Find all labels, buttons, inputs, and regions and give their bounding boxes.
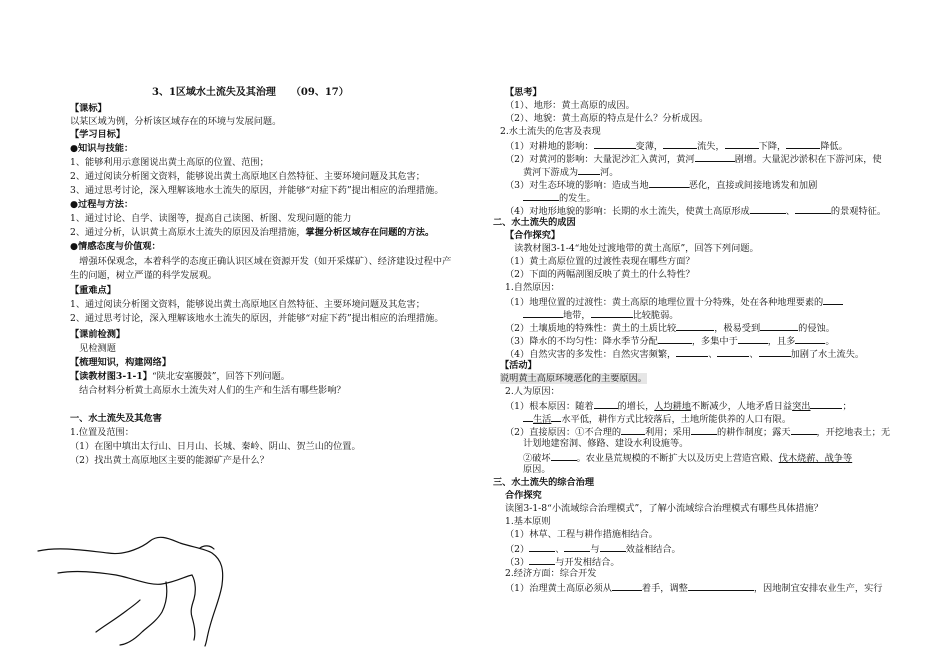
text-part: ，多集中于: [691, 336, 738, 347]
fill-line: [523, 308, 679, 321]
body-text: 见检测题: [70, 343, 116, 354]
text-part: （4）自然灾害的多发性：自然灾害频繁，: [505, 349, 677, 360]
body-text: 生的问题，树立严谨的科学发展观。: [70, 270, 217, 281]
fill-line: [505, 139, 848, 152]
fill-line: [505, 295, 843, 308]
answer-blank[interactable]: [529, 542, 555, 552]
fill-line: [505, 321, 835, 334]
answer-blank[interactable]: [594, 139, 636, 149]
underlined-answer: 生活: [533, 414, 552, 425]
subheading: 【活动】: [500, 360, 537, 371]
answer-blank[interactable]: [658, 334, 692, 344]
body-text: （1）、地形：黄土高原的成因。: [505, 100, 635, 111]
answer-blank[interactable]: [551, 412, 561, 422]
subheading: ●知识与技能：: [70, 143, 134, 154]
text-part: ，开挖地表土；无: [816, 427, 891, 438]
section-heading: 一、水土流失及其危害: [70, 413, 162, 424]
fill-line: [505, 581, 882, 594]
body-text: （2）下面的两幅剖图反映了黄土的什么特性？: [505, 269, 695, 280]
answer-blank[interactable]: [612, 581, 642, 591]
answer-blank[interactable]: [791, 425, 817, 435]
answer-blank[interactable]: [695, 152, 735, 162]
answer-blank[interactable]: [564, 542, 590, 552]
body-text: 1.基本原则: [505, 516, 551, 527]
text-part: ②破坏: [523, 453, 551, 464]
answer-blank[interactable]: [823, 295, 843, 305]
text-part: 河。: [600, 167, 619, 178]
text-part: 。农业垦荒规模的不断扩大以及历史上营造宫殿、: [576, 453, 779, 464]
fill-line: [505, 178, 817, 191]
text-part: ，因地制宜安排农业生产，实行: [753, 583, 883, 594]
answer-blank[interactable]: [750, 204, 786, 214]
text-part: 黄河下游成为: [523, 167, 579, 178]
list-item: 1、通过讨论、自学、读图等，提高自己读图、析图、发现问题的能力: [70, 213, 352, 224]
text-part: 的侵蚀。: [798, 323, 835, 334]
fill-line: [523, 412, 791, 425]
text-part: 、: [555, 544, 565, 555]
text-part: 与: [590, 544, 600, 555]
body-text: 读教材图3-1-4“地处过渡地带的黄土高原”，回答下列问题。: [505, 243, 759, 254]
fill-line: [523, 165, 619, 178]
text-part: 。: [825, 336, 835, 347]
answer-blank[interactable]: [810, 399, 842, 409]
body-text: 2.经济方面：综合开发: [505, 568, 597, 579]
text-bold: 掌握分析区域存在问题的方法。: [305, 227, 435, 238]
underlined-answer: 突出: [792, 401, 811, 412]
text-part: ；: [842, 401, 852, 412]
answer-blank[interactable]: [523, 412, 533, 422]
text-part: 降低。: [820, 141, 848, 152]
text-part: 、: [708, 349, 718, 360]
answer-blank[interactable]: [738, 334, 768, 344]
answer-blank[interactable]: [795, 204, 831, 214]
answer-blank[interactable]: [523, 191, 559, 201]
text-part: 变薄，: [635, 141, 664, 152]
underlined-answer: 伐木烧薪、战争等: [778, 453, 853, 464]
fill-line: [505, 204, 886, 217]
text-part: 恶化，直接或间接地诱发和加剧: [688, 180, 818, 191]
section-heading: 二、水土流失的成因: [493, 217, 576, 228]
answer-blank[interactable]: [578, 165, 600, 175]
text-part: （2）直接原因：①不合理的: [505, 427, 622, 438]
text-part: 、: [785, 206, 795, 217]
text-part: 比较脆弱。: [632, 310, 679, 321]
text-part: （3）降水的不均匀性：降水季节分配: [505, 336, 658, 347]
fill-line: [505, 555, 620, 568]
text-part: 的发生。: [559, 193, 596, 204]
answer-blank[interactable]: [691, 425, 717, 435]
text-part: （1）对耕地的影响：: [505, 141, 594, 152]
subheading: 【合作探究】: [505, 230, 561, 241]
text-part: 的景观特征。: [830, 206, 887, 217]
section-heading: 【重难点】: [70, 285, 116, 296]
answer-blank[interactable]: [529, 555, 555, 565]
answer-blank[interactable]: [600, 542, 626, 552]
page-title: 3、1区域水土流失及其治理 （09、17）: [152, 87, 349, 98]
fill-line: [505, 152, 882, 165]
text-part: 的耕作制度；露天: [717, 427, 791, 438]
body-text: 读图3-1-8“小流域综合治理模式”，了解小流域综合治理模式有哪些具体措施？: [505, 503, 823, 514]
body-text: （2）找出黄土高原地区主要的能源矿产是什么？: [70, 455, 269, 466]
body-text: 2.水土流失的危害及表现: [500, 126, 601, 137]
body-text: 结合材料分析黄土高原水土流失对人们的生产和生活有哪些影响？: [70, 385, 346, 396]
fill-line: [505, 542, 681, 555]
text-part: （1）地理位置的过渡性：黄土高原的地理位置十分特殊，处在各种地理要素的: [505, 297, 824, 308]
text-part: （1）根本原因：随着: [505, 401, 594, 412]
body-text: （2）、地貌：黄土高原的特点是什么？分析成因。: [505, 113, 709, 124]
text-bold: 【读教材图3-1-1】: [70, 371, 152, 382]
text-part: 水平低，耕作方式比较落后，土地所能供养的人口有限。: [561, 414, 792, 425]
section-heading: 【学习目标】: [70, 129, 126, 140]
text-part: 流失，: [697, 141, 725, 152]
answer-blank[interactable]: [676, 347, 708, 357]
body-text: 增强环保观念，本着科学的态度正确认识区域在资源开发（如开采煤矿）、经济建设过程中产: [70, 256, 452, 267]
text-part: 加剧了水土流失。: [790, 349, 865, 360]
fill-line: [523, 191, 596, 204]
body-text: （1）在图中填出太行山、日月山、长城、秦岭、阴山、贺兰山的位置。: [70, 441, 361, 452]
section-heading: 三、水土流失的综合治理: [493, 477, 595, 488]
body-text: 以某区域为例，分析该区域存在的环境与发展问题。: [70, 116, 282, 127]
body-text: 原因。: [523, 464, 551, 475]
list-item: 2、通过阅读分析图文资料，能够说出黄土高原地区自然特征、主要环境问题及其危害；: [70, 171, 425, 182]
text-part: ，极易受到: [714, 323, 761, 334]
section-heading: 【课标】: [70, 103, 107, 114]
text-part: “陕北安塞腰鼓”，回答下列问题。: [151, 371, 290, 382]
answer-blank[interactable]: [786, 139, 820, 149]
text-part: （2）: [505, 544, 530, 555]
answer-blank[interactable]: [551, 451, 577, 461]
text-part: 2、通过分析，认识黄土高原水土流失的原因及治理措施，: [70, 227, 306, 238]
text-part: （3）: [505, 557, 530, 568]
section-heading: 【思考】: [505, 87, 542, 98]
body-text: 计划地建窑洞、修路、建设水利设施等。: [523, 438, 689, 449]
text-part: 的增长，: [617, 401, 655, 412]
list-item: 2、通过思考讨论，深入理解该地水土流失的原因，并能够“对症下药”提出相应的治理措施。: [70, 313, 444, 324]
text-part: 着手，调整: [641, 583, 688, 594]
fill-line: [505, 347, 864, 360]
section-heading: 【课前检测】: [70, 329, 126, 340]
answer-blank[interactable]: [663, 139, 697, 149]
answer-blank[interactable]: [594, 399, 618, 409]
answer-blank[interactable]: [717, 347, 749, 357]
text-part: （2）对黄河的影响：大量泥沙汇入黄河，黄河: [505, 154, 695, 165]
list-item: 3、通过思考讨论，深入理解该地水土流失的原因，并能够“对症下药”提出相应的治理措施。: [70, 185, 444, 196]
answer-blank[interactable]: [523, 308, 563, 318]
text-part: 下降，: [758, 141, 787, 152]
text-part: （1）治理黄土高原必须从: [505, 583, 612, 594]
body-text: 1.自然原因：: [505, 282, 560, 293]
answer-blank[interactable]: [649, 178, 689, 188]
answer-blank[interactable]: [760, 321, 798, 331]
fill-line: [505, 399, 852, 412]
text-part: （4）对地形地貌的影响：长期的水土流失，使黄土高原形成: [505, 206, 750, 217]
text-part: 地带，: [563, 310, 591, 321]
subheading: 合作探究: [505, 490, 542, 501]
text-part: 效益相结合。: [625, 544, 681, 555]
answer-blank[interactable]: [676, 321, 714, 331]
text-part: 利用；采用: [645, 427, 692, 438]
subheading: ●过程与方法：: [70, 199, 134, 210]
fill-line: [505, 425, 890, 438]
answer-blank[interactable]: [759, 347, 791, 357]
body-text: 2.人为原因：: [505, 386, 560, 397]
answer-blank[interactable]: [795, 334, 825, 344]
answer-blank[interactable]: [591, 308, 633, 318]
answer-blank[interactable]: [725, 139, 759, 149]
list-item: 1、能够利用示意图说出黄土高原的位置、范围；: [70, 157, 269, 168]
body-text: 1.位置及范围：: [70, 427, 134, 438]
list-item: 1、通过阅读分析图文资料，能够说出黄土高原地区自然特征、主要环境问题及其危害；: [70, 299, 425, 310]
highlighted-text: 说明黄土高原环境恶化的主要原因。: [500, 373, 647, 384]
text-part: 剧增。大量泥沙淤积在下游河床，使: [734, 154, 882, 165]
subheading: ●情感态度与价值观：: [70, 241, 161, 252]
section-heading: 【梳理知识，构建网络】: [70, 357, 172, 368]
underlined-answer: 人均耕地: [654, 401, 692, 412]
answer-blank[interactable]: [621, 425, 645, 435]
text-part: 不断减少，人地矛盾日益: [691, 401, 793, 412]
body-text: （1）黄土高原位置的过渡性表现在哪些方面？: [505, 256, 695, 267]
answer-blank[interactable]: [688, 581, 754, 591]
body-text: （1）林草、工程与耕作措施相结合。: [505, 529, 658, 540]
fill-line: [505, 334, 835, 347]
text-part: 与开发相结合。: [555, 557, 620, 568]
text-part: （2）土壤质地的特殊性：黄土的土质比较: [505, 323, 677, 334]
text-part: 、: [749, 349, 759, 360]
text-part: ，且多: [767, 336, 796, 347]
text-part: （3）对生态环境的影响：造成当地: [505, 180, 649, 191]
fill-line: [523, 451, 852, 464]
